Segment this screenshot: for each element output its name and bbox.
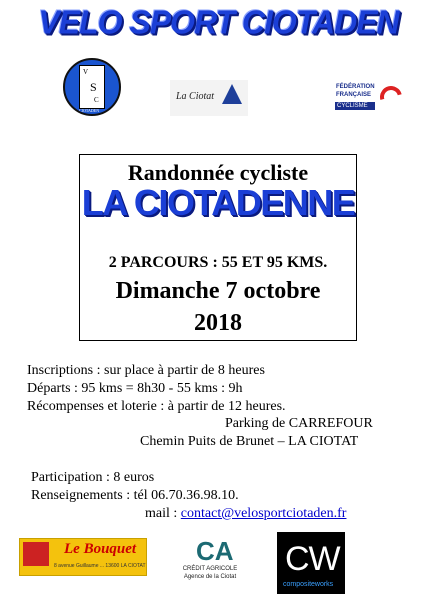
club-logo-panel — [79, 65, 105, 109]
federation-logo-line3: CYCLISME — [335, 102, 375, 110]
credit-agricole-name: CRÉDIT AGRICOLE — [182, 566, 238, 572]
la-ciotat-logo-text: La Ciotat — [176, 91, 215, 102]
event-title: LA CIOTADENNE — [81, 182, 355, 223]
event-parcours: 2 PARCOURS : 55 ET 95 KMS. — [108, 254, 328, 271]
event-year: 2018 — [194, 310, 242, 336]
credit-agricole-mark: CA — [196, 536, 234, 566]
event-subtitle: Randonnée cycliste — [127, 160, 309, 185]
compositeworks-mark: CW — [285, 540, 340, 578]
recompenses-text: Récompenses et loterie : à partir de 12 heures. — [27, 399, 286, 414]
contact-email-link[interactable]: contact@velosportciotaden.fr — [180, 506, 347, 521]
compositeworks-logo — [277, 532, 345, 594]
departs-text: Départs : 95 kms = 8h30 - 55 kms : 9h — [27, 381, 243, 396]
compositeworks-name: compositeworks — [283, 581, 334, 588]
credit-agricole-logo — [174, 536, 246, 588]
credit-agricole-agency: Agence de la Ciotat — [183, 574, 237, 580]
renseignements-text: Renseignements : tél 06.70.36.98.10. — [31, 488, 239, 503]
chemin-text: Chemin Puits de Brunet – LA CIOTAT — [140, 434, 359, 449]
federation-logo-line2: FRANÇAISE — [336, 92, 372, 98]
le-bouquet-name: Le Bouquet — [64, 541, 137, 557]
event-date: Dimanche 7 octobre — [115, 278, 321, 304]
le-bouquet-address: 8 avenue Guillaume ... 13600 LA CIOTAT — [54, 563, 146, 569]
federation-logo — [332, 80, 408, 116]
la-ciotat-logo — [170, 80, 248, 116]
le-bouquet-logo — [19, 538, 147, 576]
mail-row — [145, 506, 346, 522]
mail-label: mail : — [145, 506, 178, 521]
parking-text: Parking de CARREFOUR — [225, 416, 373, 431]
club-logo-letter-s: S — [90, 80, 97, 94]
participation-text: Participation : 8 euros — [31, 470, 155, 485]
cycling-swoosh-icon — [376, 82, 406, 112]
inscriptions-text: Inscriptions : sur place à partir de 8 heures — [27, 363, 265, 378]
federation-logo-line1: FÉDÉRATION — [336, 84, 375, 90]
club-logo-letter-c: C — [94, 96, 99, 104]
club-logo-letter-v: V — [83, 68, 89, 76]
club-logo-ring-text: CIOTADEN — [79, 108, 100, 113]
flower-icon — [23, 542, 49, 566]
header-title: VELO SPORT CIOTADEN — [38, 3, 399, 41]
club-logo — [63, 58, 121, 116]
sail-icon — [222, 84, 242, 104]
